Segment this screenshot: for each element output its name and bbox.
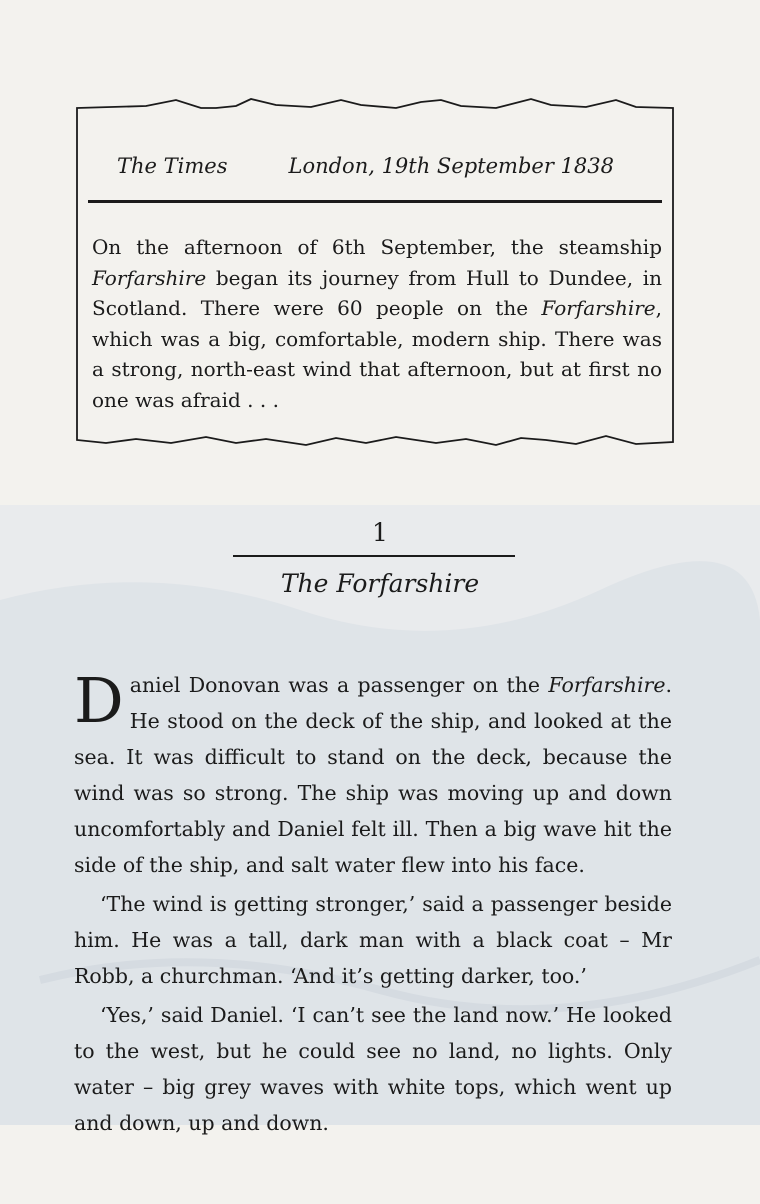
clipping-body: On the afternoon of 6th September, the steamship Forfarshire began its journey from Hull to Dundee, in Scotland. There were 60 people on the Forfarshire, which was a big, comfortable, modern ship. There was a strong, north-east wind that afternoon, but at first no one was afraid . . . — [92, 235, 662, 412]
chapter-title: The Forfarshire — [280, 569, 480, 598]
clipping-dateline: London, 19th September 1838 — [288, 154, 614, 178]
chapter-rule — [233, 555, 515, 557]
chapter-body — [74, 664, 672, 1141]
paragraph: ‘Yes,’ said Daniel. ‘I can’t see the land now.’ He looked to the west, but he could see no land, no lights. Only water – big grey waves with white tops, which went up and down, up and down. — [74, 1003, 672, 1135]
chapter-number: 1 — [372, 518, 388, 547]
clipping-header — [117, 154, 614, 178]
newspaper-name: The Times — [117, 154, 228, 178]
newspaper-clipping — [76, 98, 674, 448]
paragraph: ‘The wind is getting stronger,’ said a passenger beside him. He was a tall, dark man with a black coat – Mr Robb, a churchman. ‘And it’s getting darker, too.’ — [74, 892, 672, 988]
clipping-rule — [88, 200, 662, 203]
drop-cap: D — [74, 664, 124, 737]
paragraph: Daniel Donovan was a passenger on the Forfarshire. He stood on the deck of the ship, and looked at the sea. It was difficult to stand on the deck, because the wind was so strong. The ship was moving up and down uncomfortably and Daniel felt ill. Then a big wave hit the side of the ship, and salt water flew into his face. — [74, 664, 672, 877]
